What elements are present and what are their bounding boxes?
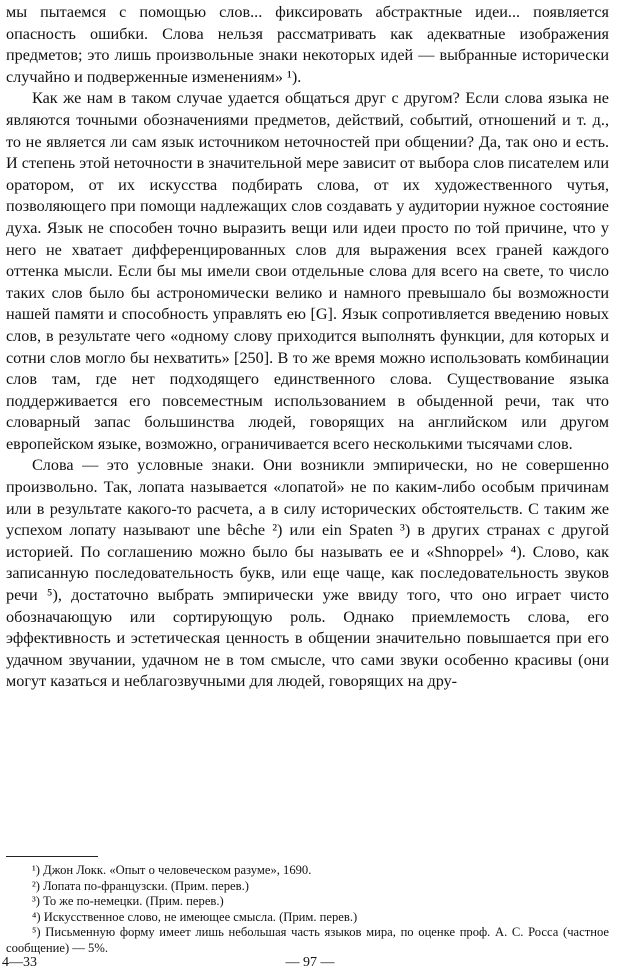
footnote-divider: [6, 856, 98, 857]
page-number: — 97 —: [285, 955, 335, 970]
paragraph: Слова — это условные знаки. Они возникли эмпирически, но не совершенно произвольно. Так, лопата называется «лопатой» не по каким-либо особым причинам или в результате какого-то расчета, а в силу исторических обстоятельств. С таким же успехом лопату называют une bêche ²) или ein Spaten ³) в других странах с другой историей. По соглашению можно было бы называть ее и «Shnoppel» ⁴). Слово, как записанную последовательность букв, или еще чаще, как последовательность звуков речи ⁵), достаточно выбрать эмпирически уже ввиду того, что оно играет чисто обозначающую или сортирующую роль. Однако приемлемость слова, его эффективность и эстетическая ценность в общении значительно повышается при его удачном звучании, удачном не в том смысле, что сами звуки особенно красивы (они могут казаться и неблагозвучными для людей, говорящих на дру-: [6, 456, 609, 691]
body-text: [6, 2, 609, 693]
footnote: ¹) Джон Локк. «Опыт о человеческом разуме», 1690.: [32, 863, 312, 877]
page-footer: [0, 955, 620, 975]
paragraph-continuation: мы пытаемся с помощью слов... фиксировать абстрактные идеи... появляется опасность ошибки. Слова нельзя рассматривать как адекватные изображения предметов; это лишь произвольные знаки некоторых идей — выбранные исторически случайно и подверженные изменениям» ¹).: [6, 3, 609, 86]
footnote: ⁵) Письменную форму имеет лишь небольшая часть языков мира, по оценке проф. А. С. Росса (частное сообщение) — 5%.: [6, 925, 609, 955]
signature-code: 4—33: [2, 955, 37, 970]
footnote: ²) Лопата по-французски. (Прим. перев.): [32, 878, 249, 893]
footnote: ³) То же по-немецки. (Прим. перев.): [32, 894, 224, 909]
footnote: ⁴) Искусственное слово, не имеющее смысла. (Прим. перев.): [32, 909, 358, 924]
paragraph: Как же нам в таком случае удается общаться друг с другом? Если слова языка не являются точными обозначениями предметов, действий, событий, отношений и т. д., то не является ли сам язык источником неточностей при общении? Да, так оно и есть. И степень этой неточности в значительной мере зависит от выбора слов писателем или оратором, от их искусства подбирать слова, от их художественного чутья, позволяющего при помощи надлежащих слов создавать у аудитории нужное состояние духа. Язык не способен точно выразить вещи или идеи просто по той причине, что у него не хватает дифференцированных слов для выражения всех граней каждого оттенка мысли. Если бы мы имели свои отдельные слова для всего на свете, то число таких слов было бы астрономически велико и намного превышало бы возможности нашей памяти и способность управлять ею [G]. Язык сопротивляется введению новых слов, в результате чего «одному слову приходится выполнять функции, для которых и сотни слов могло бы нехватить» [250]. В то же время можно использовать комбинации слов там, где нет подходящего единственного слова. Существование языка поддерживается его повсеместным использованием в обыденной речи, так что словарный запас большинства людей, говорящих на английском или другом европейском языке, возможно, ограничивается всего несколькими тысячами слов.: [6, 89, 609, 453]
footnotes: [6, 863, 609, 957]
